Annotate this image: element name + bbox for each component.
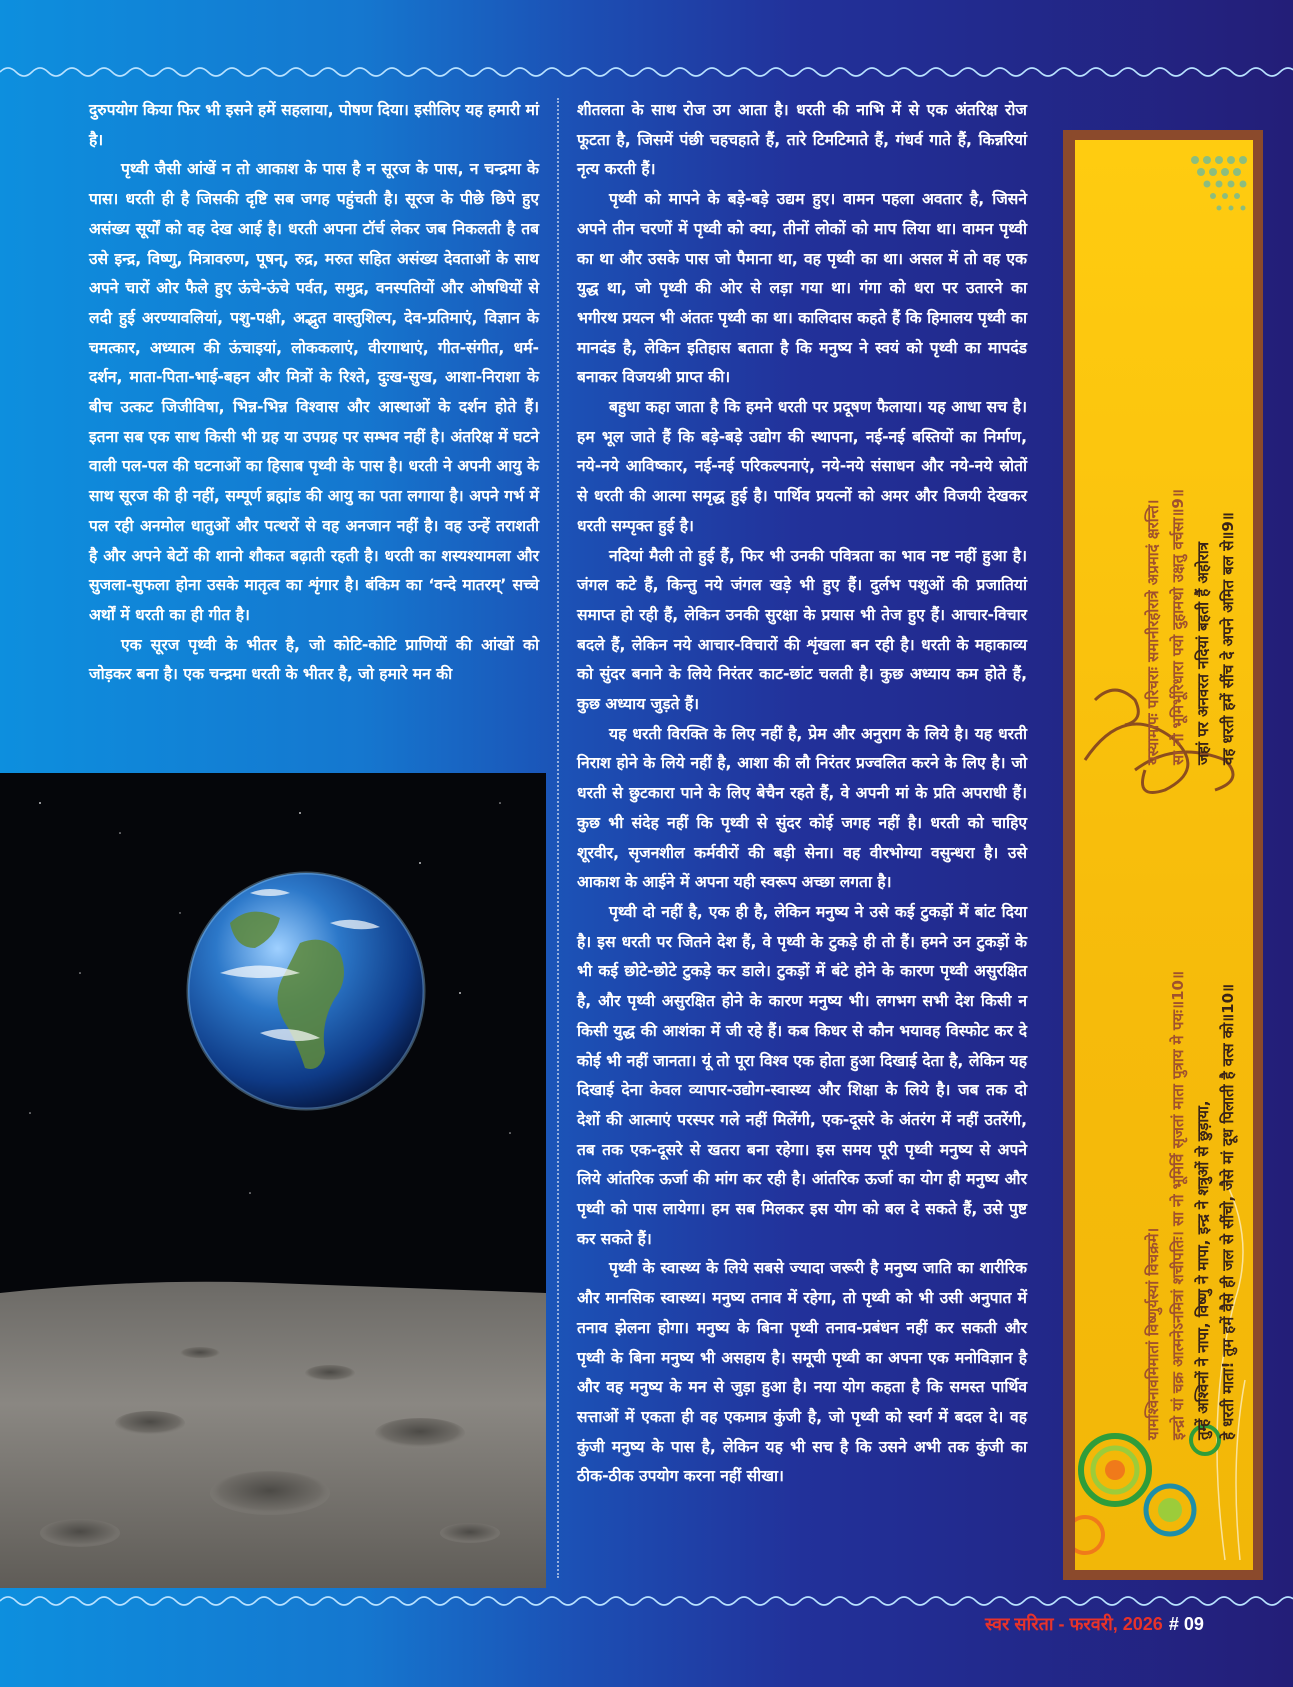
verse-line: सा नो भूमिर्भूरिधारा पयो दुहामथो उक्षतु वर्चसा॥9॥ — [1169, 489, 1187, 765]
paragraph: बहुधा कहा जाता है कि हमने धरती पर प्रदूषण फैलाया। यह आधा सच है। हम भूल जाते हैं कि बड़े-बड़े उद्योग की स्थापना, नई-नई बस्तियों का निर्माण, नये-नये आविष्कार, नई-नई परिकल्पनाएं, नये-नये संसाधन और नये-नये स्रोतों से धरती की आत्मा समृद्ध हुई है। पार्थिव प्रयत्नों को अमर और विजयी देखकर धरती सम्पृक्त हुई है। — [577, 398, 1027, 535]
paragraph: पृथ्वी के स्वास्थ्य के लिये सबसे ज्यादा जरूरी है मनुष्य जाति का शारीरिक और मानसिक स्वास्थ्य। मनुष्य तनाव में रहेगा, तो पृथ्वी को भी उसी अनुपात में तनाव झेलना होगा। मनुष्य के बिना पृथ्वी तनाव-प्रबंधन नहीं कर सकती और पृथ्वी के बिना मनुष्य भी असहाय है। समूची पृथ्वी का अपना एक मनोविज्ञान है और वह मनुष्य के मन से जुड़ा हुआ है। नया योग कहता है कि समस्त पार्थिव सत्ताओं में एकता ही वह एकमात्र कुंजी है, जो पृथ्वी को स्वर्ग में बदल दे। वह कुंजी मनुष्य के पास है, लेकिन यह भी सच है कि उसने अभी तक कुंजी का ठीक-ठीक उपयोग करना नहीं सीखा। — [577, 1259, 1027, 1486]
paragraph: पृथ्वी जैसी आंखें न तो आकाश के पास है न सूरज के पास, न चन्द्रमा के पास। धरती ही है जिसकी दृष्टि सब जगह पहुंचती है। सूरज के पीछे छिपे हुए असंख्य सूर्यों को वह देख आई है। धरती अपना टॉर्च लेकर जब निकलती है तब उसे इन्द्र, विष्णु, मित्रावरुण, पूषन्, रुद्र, मरुत सहित असंख्य देवताओं के साथ अपने चारों ओर फैले हुए ऊंचे-ऊंचे पर्वत, समुद्र, वनस्पतियों और ओषधियों से लदी हुई अरण्यावलियां, पशु-पक्षी, अद्भुत वास्तुशिल्प, देव-प्रतिमाएं, विज्ञान के चमत्कार, अध्यात्म की ऊंचाइयां, लोककलाएं, वीरगाथाएं, गीत-संगीत, धर्म-दर्शन, माता-पिता-भाई-बहन और मित्रों के रिश्ते, दुःख-सुख, आशा-निराशा के बीच उत्कट जिजीविषा, भिन्न-भिन्न विश्वास और आस्थाओं के दर्शन होते हैं। इतना सब एक साथ किसी भी ग्रह या उपग्रह पर सम्भव नहीं है। अंतरिक्ष में घटने वाली पल-पल की घटनाओं का हिसाब पृथ्वी के पास है। धरती ने अपनी आयु के साथ सूरज की ही नहीं, सम्पूर्ण ब्रह्मांड की आयु का पता लगाया है। अपने गर्भ में पल रही अनमोल धातुओं और पत्थरों से वह अनजान नहीं है। वह उन्हें तराशती है और अपने बेटों की शानो शौकत बढ़ाती रहती है। धरती का शस्यश्यामला और सुजला-सुफला होना उसके मातृत्व का शृंगार है। बंकिम का ‘वन्दे मातरम्’ सच्चे अर्थों में धरती का ही गीत है। — [89, 160, 539, 624]
paragraph: एक सूरज पृथ्वी के भीतर है, जो कोटि-कोटि प्राणियों की आंखों को जोड़कर बना है। एक चन्द्रमा धरती के भीतर है, जो हमारे मन की — [89, 635, 539, 684]
paragraph: पृथ्वी को मापने के बड़े-बड़े उद्यम हुए। वामन पहला अवतार है, जिसने अपने तीन चरणों में पृथ्वी को क्या, तीनों लोकों को माप लिया था। वामन पृथ्वी का था और उसके पास जो पैमाना था, वह पृथ्वी का था। असल में तो वह एक युद्ध था, जो पृथ्वी की ओर से लड़ा गया था। गंगा को धरा पर उतारने का भगीरथ प्रयत्न भी अंततः पृथ्वी का था। कालिदास कहते हैं कि हिमालय पृथ्वी का मानदंड है, लेकिन इतिहास बताता है कि मनुष्य ने स्वयं को पृथ्वी का मापदंड बनाकर विजयश्री प्राप्त की। — [577, 190, 1027, 387]
paragraph: पृथ्वी दो नहीं है, एक ही है, लेकिन मनुष्य ने उसे कई टुकड़ों में बांट दिया है। इस धरती पर जितने देश हैं, वे पृथ्वी के टुकड़े ही तो हैं। हमने उन टुकड़ों के भी कई छोटे-छोटे टुकड़े कर डाले। टुकड़ों में बंटे होने के कारण पृथ्वी असुरक्षित है, और पृथ्वी असुरक्षित होने के कारण मनुष्य भी। लगभग सभी देश किसी न किसी युद्ध की आशंका में जी रहे हैं। कब किधर से कौन भयावह विस्फोट कर दे कोई भी नहीं जानता। यूं तो पूरा विश्व एक होता हुआ दिखाई देता है, लेकिन यह दिखाई देना केवल व्यापार-उद्योग-स्वास्थ्य और शिक्षा के लिये है। जब तक दो देशों की आत्माएं परस्पर गले नहीं मिलेंगी, एक-दूसरे के अंतरंग में नहीं उतरेंगी, तब तक एक-दूसरे से खतरा बना रहेगा। इस समय पूरी पृथ्वी मनुष्य से अपने लिये आंतरिक ऊर्जा की मांग कर रही है। आंतरिक ऊर्जा का योग ही मनुष्य और पृथ्वी को पास लायेगा। हम सब मिलकर इस योग को बल दे सकते हैं, उसे पुष्ट कर सकते हैं। — [577, 902, 1027, 1248]
verse-line: हे धरती माता! तुम हमें वैसे ही जल से सींचो, जैसे मां दूध पिलाती है वत्स को॥10॥ — [1219, 983, 1237, 1440]
magazine-issue-label: स्वर सरिता - फरवरी, 2026 — [985, 1614, 1163, 1634]
verse-line: यामश्विनावमिमातां विष्णुर्यस्यां विचक्रमे। — [1144, 1227, 1162, 1440]
bottom-wave-divider — [0, 1593, 1293, 1609]
sanskrit-verse-10 — [1141, 840, 1241, 1440]
top-wave-divider — [0, 64, 1293, 80]
paragraph: नदियां मैली तो हुई हैं, फिर भी उनकी पवित्रता का भाव नष्ट नहीं हुआ है। जंगल कटे हैं, किन्तु नये जंगल खड़े भी हुए हैं। दुर्लभ पशुओं की प्रजातियां समाप्त हो रही हैं, लेकिन उनकी सुरक्षा के प्रयास भी तेज हुए हैं। आचार-विचार बदले हैं, लेकिन नये आचार-विचारों की शृंखला बन रही है। धरती के महाकाव्य को सुंदर बनाने के लिये निरंतर काट-छांट चलती है। कुछ अध्याय कम होते हैं, कुछ अध्याय जुड़ते हैं। — [577, 546, 1027, 714]
column-divider — [557, 98, 559, 1578]
verse-line: यस्यामापः परिचराः समानीरहोरात्रे अप्रमादं क्षरन्ति। — [1144, 499, 1162, 765]
page-footer — [985, 1612, 1204, 1636]
verse-line: वह धरती हमें सींच दे अपने अमित बल से॥9॥ — [1219, 512, 1237, 765]
sanskrit-verse-9 — [1141, 245, 1241, 765]
verse-line: जहां पर अनवरत नदियां बहती हैं अहोरात्र — [1194, 541, 1212, 765]
paragraph: शीतलता के साथ रोज उग आता है। धरती की नाभि में से एक अंतरिक्ष रोज फूटता है, जिसमें पंछी चहचहाते हैं, तारे टिमटिमाते हैं, गंधर्व गाते हैं, किन्नरियां नृत्य करती हैं। — [577, 101, 1027, 179]
article-column-middle — [577, 96, 1027, 1492]
verse-side-panel — [1063, 130, 1263, 1580]
verse-panel-inner — [1075, 140, 1253, 1570]
page-number: # 09 — [1168, 1614, 1204, 1634]
paragraph: दुरुपयोग किया फिर भी इसने हमें सहलाया, पोषण दिया। इसीलिए यह हमारी मां है। — [89, 101, 539, 149]
earth-from-moon-photo — [0, 773, 546, 1588]
article-column-left — [89, 96, 539, 690]
verse-line: इन्द्रो यां चक्र आत्मनेऽनमित्रां शचीपतिः। सा नो भूमिर्वि सृजतां माता पुत्राय मे पयः॥10॥ — [1169, 971, 1187, 1440]
paragraph: यह धरती विरक्ति के लिए नहीं है, प्रेम और अनुराग के लिये है। यह धरती निराश होने के लिये नहीं है, आशा की लौ निरंतर प्रज्वलित करने के लिए है। जो धरती से छुटकारा पाने के लिए बेचैन रहते हैं, वे अपनी मां के प्रति अपराधी हैं। कुछ भी संदेह नहीं कि पृथ्वी से सुंदर कोई जगह नहीं है। धरती को चाहिए शूरवीर, सृजनशील कर्मवीरों की बड़ी सेना। वह वीरभोग्या वसुन्धरा है। उसे आकाश के आईने में अपना यही स्वरूप अच्छा लगता है। — [577, 724, 1027, 892]
verse-line: तुम्हें अश्विनों ने नापा, विष्णु ने मापा, इन्द्र ने शत्रुओं से छुड़ाया, — [1194, 1100, 1212, 1440]
